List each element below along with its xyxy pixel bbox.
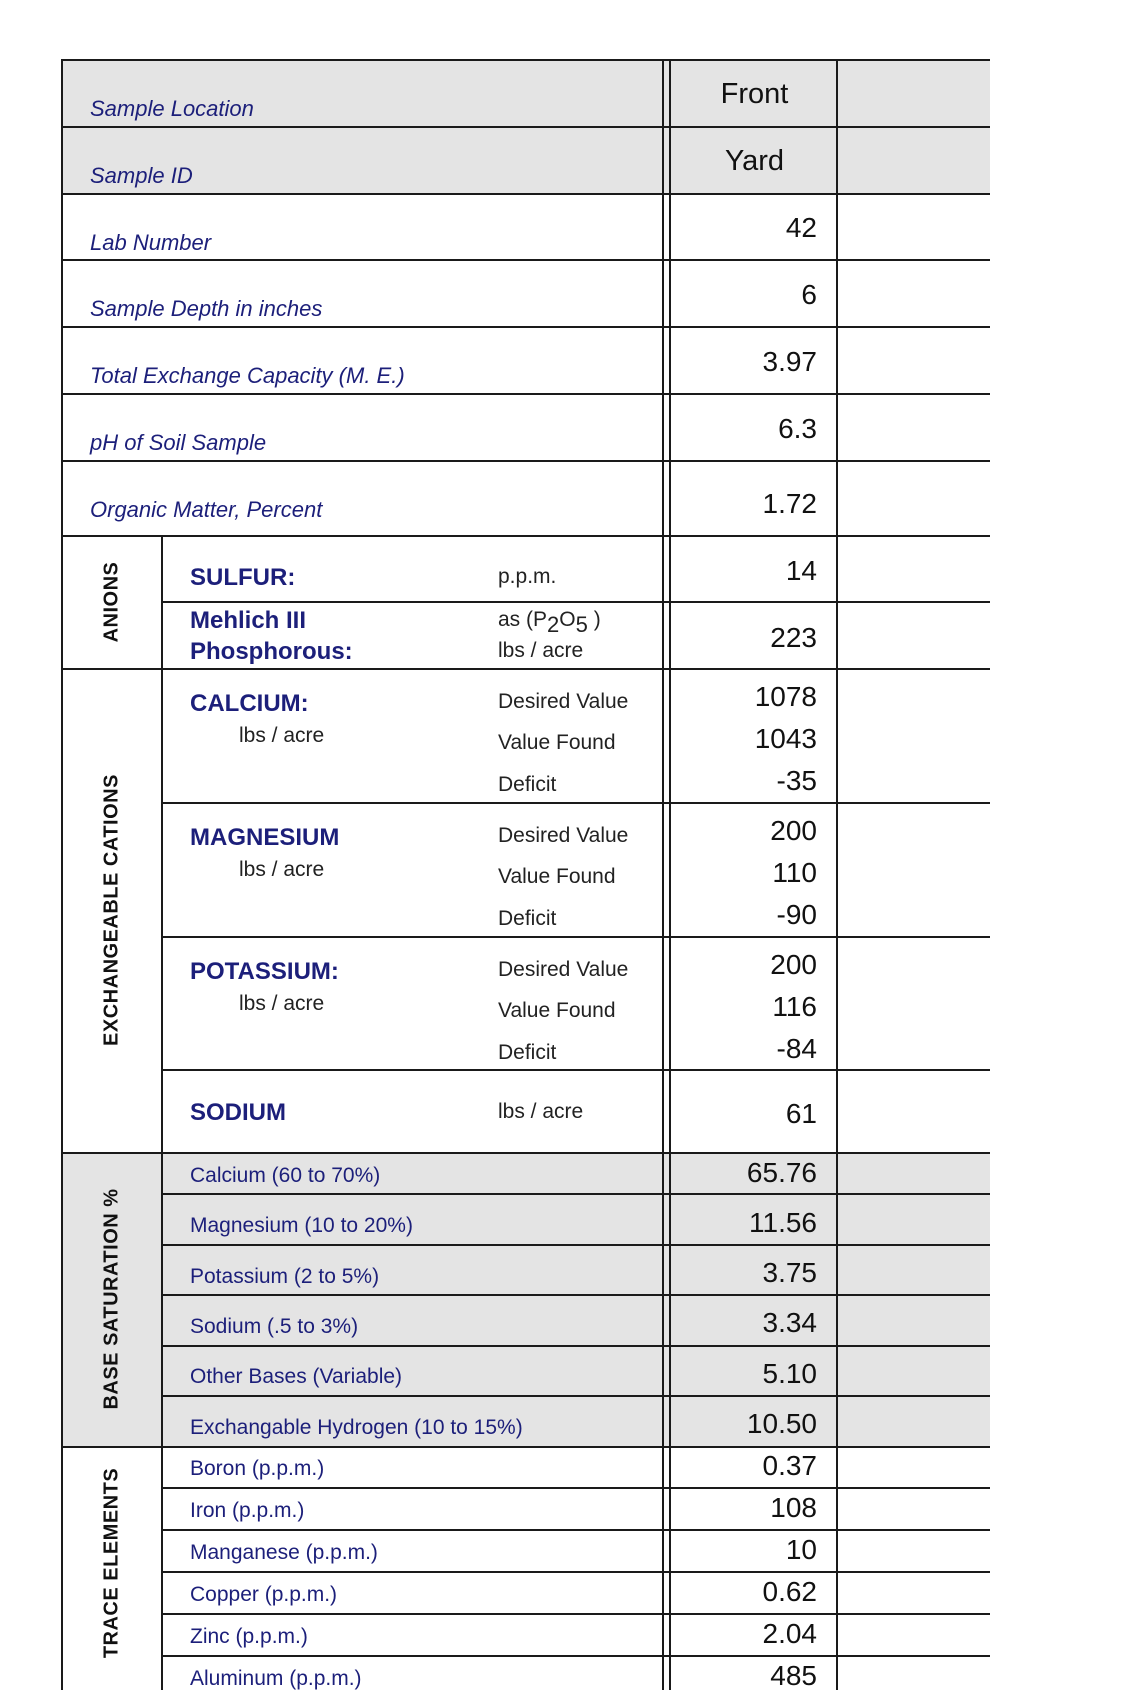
base-sat-label: Other Bases (Variable) bbox=[190, 1365, 403, 1388]
base-sat-label: Sodium (.5 to 3%) bbox=[190, 1315, 359, 1338]
tec-value: 3.97 bbox=[762, 346, 817, 377]
base-sat-value: 65.76 bbox=[746, 1157, 817, 1188]
trace-value: 108 bbox=[770, 1492, 817, 1523]
rule bbox=[162, 1529, 990, 1531]
value-divider-b bbox=[669, 59, 671, 1690]
rule bbox=[62, 193, 990, 195]
magnesium-found-value: 110 bbox=[772, 857, 817, 888]
section-divider bbox=[161, 535, 163, 1690]
phosphorous-unit-formula bbox=[498, 606, 601, 637]
rule bbox=[162, 1395, 990, 1397]
potassium-found-value: 116 bbox=[772, 991, 817, 1022]
phosphorous-unit: lbs / acre bbox=[498, 639, 584, 662]
rule bbox=[62, 259, 990, 261]
sodium-label: SODIUM bbox=[190, 1099, 286, 1126]
calcium-deficit-value: -35 bbox=[776, 765, 817, 796]
sodium-value: 61 bbox=[785, 1098, 817, 1129]
trace-label: Iron (p.p.m.) bbox=[190, 1499, 305, 1522]
sample-depth-label: Sample Depth in inches bbox=[90, 296, 323, 321]
potassium-unit: lbs / acre bbox=[239, 992, 325, 1015]
ph-label: pH of Soil Sample bbox=[90, 430, 267, 455]
base-saturation-shade bbox=[62, 1153, 990, 1447]
formula-sub: 5 bbox=[575, 612, 588, 637]
trace-value: 2.04 bbox=[762, 1618, 817, 1649]
organic-matter-value: 1.72 bbox=[762, 488, 817, 519]
potassium-found-label: Value Found bbox=[498, 999, 616, 1022]
trace-value: 10 bbox=[785, 1534, 817, 1565]
base-sat-label: Exchangable Hydrogen (10 to 15%) bbox=[190, 1416, 523, 1439]
rule bbox=[62, 1152, 990, 1154]
rule bbox=[162, 1294, 990, 1296]
header-shade-id bbox=[62, 127, 990, 194]
potassium-deficit-label: Deficit bbox=[498, 1041, 557, 1064]
calcium-label: CALCIUM: bbox=[190, 690, 309, 717]
base-sat-value: 3.34 bbox=[762, 1307, 817, 1338]
trace-label: Zinc (p.p.m.) bbox=[190, 1625, 308, 1648]
cations-section-label: EXCHANGEABLE CATIONS bbox=[100, 774, 123, 1046]
trace-value: 0.62 bbox=[762, 1576, 817, 1607]
rule bbox=[62, 535, 990, 537]
magnesium-deficit-label: Deficit bbox=[498, 907, 557, 930]
base-sat-value: 11.56 bbox=[749, 1207, 817, 1238]
rule bbox=[162, 1345, 990, 1347]
magnesium-label: MAGNESIUM bbox=[190, 824, 340, 851]
sulfur-unit: p.p.m. bbox=[498, 565, 557, 588]
trace-value: 0.37 bbox=[762, 1450, 817, 1481]
sulfur-value: 14 bbox=[785, 555, 817, 586]
trace-value: 485 bbox=[770, 1660, 817, 1691]
magnesium-desired-value: 200 bbox=[770, 815, 817, 846]
lab-number-value: 42 bbox=[785, 212, 817, 243]
rule bbox=[62, 393, 990, 395]
phosphorous-value: 223 bbox=[770, 622, 817, 653]
potassium-desired-label: Desired Value bbox=[498, 958, 629, 981]
rule bbox=[62, 460, 990, 462]
calcium-found-label: Value Found bbox=[498, 731, 616, 754]
base-sat-value: 10.50 bbox=[746, 1408, 817, 1439]
formula-part: O bbox=[559, 608, 576, 631]
base-sat-label: Magnesium (10 to 20%) bbox=[190, 1214, 413, 1237]
sodium-unit: lbs / acre bbox=[498, 1100, 584, 1123]
calcium-found-value: 1043 bbox=[754, 723, 817, 754]
rule bbox=[162, 1069, 990, 1071]
base-sat-label: Potassium (2 to 5%) bbox=[190, 1265, 380, 1288]
formula-sub: 2 bbox=[547, 612, 560, 637]
rule bbox=[62, 126, 990, 128]
formula-part: as (P bbox=[498, 608, 548, 631]
calcium-desired-value: 1078 bbox=[754, 681, 817, 712]
trace-label: Aluminum (p.p.m.) bbox=[190, 1667, 362, 1690]
potassium-desired-value: 200 bbox=[770, 949, 817, 980]
rule bbox=[162, 1571, 990, 1573]
trace-label: Manganese (p.p.m.) bbox=[190, 1541, 378, 1564]
sample-location-label: Sample Location bbox=[90, 96, 254, 121]
value-divider-a bbox=[662, 59, 664, 1690]
magnesium-unit: lbs / acre bbox=[239, 858, 325, 881]
calcium-deficit-label: Deficit bbox=[498, 773, 557, 796]
rule bbox=[62, 326, 990, 328]
left-border bbox=[61, 59, 63, 1690]
trace-label: Copper (p.p.m.) bbox=[190, 1583, 338, 1606]
sulfur-label: SULFUR: bbox=[190, 564, 296, 591]
sample-id-label: Sample ID bbox=[90, 163, 193, 188]
ph-value: 6.3 bbox=[778, 413, 817, 444]
magnesium-found-label: Value Found bbox=[498, 865, 616, 888]
potassium-label: POTASSIUM: bbox=[190, 958, 339, 985]
rule bbox=[162, 1193, 990, 1195]
base-sat-label: Calcium (60 to 70%) bbox=[190, 1164, 381, 1187]
rule bbox=[62, 668, 990, 670]
calcium-desired-label: Desired Value bbox=[498, 690, 629, 713]
tec-label: Total Exchange Capacity (M. E.) bbox=[90, 363, 405, 388]
rule bbox=[62, 59, 990, 61]
rule bbox=[162, 1613, 990, 1615]
sample-depth-value: 6 bbox=[801, 279, 817, 310]
base-saturation-section-label: BASE SATURATION % bbox=[100, 1188, 123, 1410]
trace-label: Boron (p.p.m.) bbox=[190, 1457, 325, 1480]
lab-number-label: Lab Number bbox=[90, 230, 212, 255]
sample-id-value: Yard bbox=[724, 145, 785, 177]
rule bbox=[162, 1655, 990, 1657]
phosphorous-label-2: Phosphorous: bbox=[190, 638, 353, 665]
rule bbox=[162, 802, 990, 804]
rule bbox=[162, 1487, 990, 1489]
rule bbox=[162, 936, 990, 938]
organic-matter-label: Organic Matter, Percent bbox=[90, 497, 323, 522]
rule bbox=[62, 1446, 990, 1448]
calcium-unit: lbs / acre bbox=[239, 724, 325, 747]
potassium-deficit-value: -84 bbox=[776, 1033, 817, 1064]
rule bbox=[162, 601, 990, 603]
base-sat-value: 3.75 bbox=[762, 1257, 817, 1288]
rule bbox=[162, 1244, 990, 1246]
magnesium-desired-label: Desired Value bbox=[498, 824, 629, 847]
value-divider-right bbox=[836, 59, 838, 1690]
magnesium-deficit-value: -90 bbox=[776, 899, 817, 930]
base-sat-value: 5.10 bbox=[762, 1358, 817, 1389]
trace-elements-section-label: TRACE ELEMENTS bbox=[100, 1467, 123, 1659]
anions-section-label: ANIONS bbox=[100, 561, 123, 643]
formula-part: ) bbox=[587, 608, 601, 631]
sample-location-value: Front bbox=[720, 78, 789, 110]
phosphorous-label-1: Mehlich III bbox=[190, 607, 307, 634]
